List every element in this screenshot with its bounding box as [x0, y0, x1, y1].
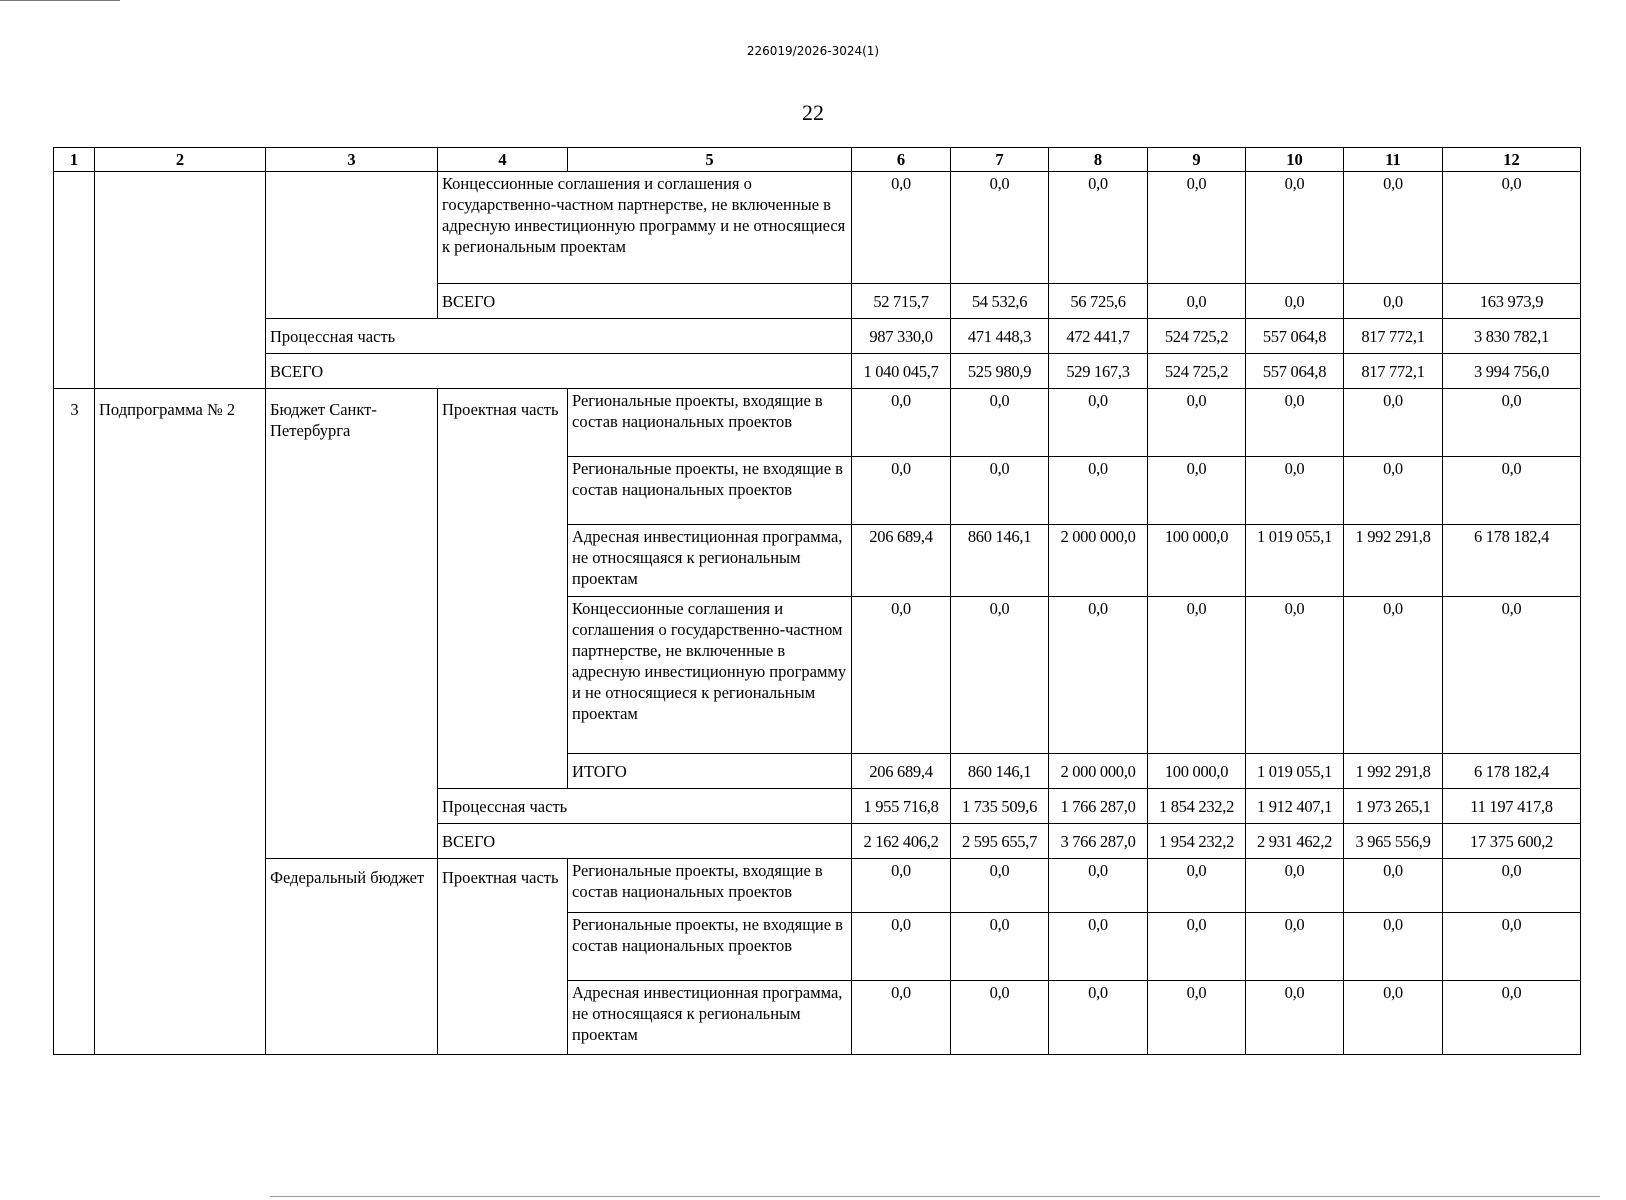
value-cell: 557 064,8 [1246, 354, 1344, 389]
value-cell: 524 725,2 [1148, 319, 1246, 354]
value-cell: 0,0 [1344, 389, 1443, 457]
value-cell: 0,0 [1443, 457, 1581, 525]
value-cell: 0,0 [951, 913, 1049, 981]
value-cell: 1 735 509,6 [951, 789, 1049, 824]
value-cell: 1 992 291,8 [1344, 525, 1443, 597]
part-cell: Проектная часть [438, 389, 568, 789]
table-row [54, 319, 1581, 354]
value-cell: 0,0 [1049, 981, 1148, 1055]
column-header: 12 [1443, 148, 1581, 172]
document-registration-number: 226019/2026-3024(1) [746, 44, 880, 58]
table-row [54, 859, 1581, 913]
value-cell: 3 965 556,9 [1344, 824, 1443, 859]
value-cell: 52 715,7 [852, 284, 951, 319]
value-cell: 0,0 [852, 457, 951, 525]
scan-bottom-line [270, 1196, 1600, 1197]
column-header-row [54, 148, 1581, 172]
row-label: ВСЕГО [438, 284, 852, 319]
column-header: 2 [95, 148, 266, 172]
value-cell: 1 954 232,2 [1148, 824, 1246, 859]
value-cell: 0,0 [1246, 913, 1344, 981]
value-cell: 0,0 [1246, 457, 1344, 525]
value-cell: 2 931 462,2 [1246, 824, 1344, 859]
value-cell: 1 854 232,2 [1148, 789, 1246, 824]
value-cell: 1 955 716,8 [852, 789, 951, 824]
row-label: Концессионные соглашения и соглашения о государственно-частном партнерстве, не включенные в адресную инвестиционную программу и не относящиеся к региональным проектам [438, 172, 852, 284]
value-cell: 0,0 [1344, 172, 1443, 284]
program-name-cell: Подпрограмма № 2 [95, 389, 266, 1055]
row-label: Адресная инвестиционная программа, не относящаяся к региональным проектам [568, 525, 852, 597]
value-cell: 817 772,1 [1344, 354, 1443, 389]
value-cell: 471 448,3 [951, 319, 1049, 354]
value-cell: 860 146,1 [951, 754, 1049, 789]
column-header: 4 [438, 148, 568, 172]
row-label: Региональные проекты, не входящие в состав национальных проектов [568, 457, 852, 525]
column-header: 1 [54, 148, 95, 172]
row-label: ИТОГО [568, 754, 852, 789]
row-number-cell [54, 172, 95, 389]
column-header: 3 [266, 148, 438, 172]
value-cell: 0,0 [1148, 389, 1246, 457]
value-cell: 0,0 [852, 172, 951, 284]
row-number-cell: 3 [54, 389, 95, 1055]
table-row [54, 172, 1581, 284]
value-cell: 0,0 [1148, 913, 1246, 981]
value-cell: 163 973,9 [1443, 284, 1581, 319]
value-cell: 0,0 [1148, 981, 1246, 1055]
value-cell: 987 330,0 [852, 319, 951, 354]
column-header: 8 [1049, 148, 1148, 172]
column-header: 5 [568, 148, 852, 172]
funding-source-cell [266, 172, 438, 319]
row-label: Региональные проекты, входящие в состав национальных проектов [568, 859, 852, 913]
column-header: 7 [951, 148, 1049, 172]
value-cell: 0,0 [951, 389, 1049, 457]
row-label: Адресная инвестиционная программа, не относящаяся к региональным проектам [568, 981, 852, 1055]
value-cell: 0,0 [1049, 457, 1148, 525]
value-cell: 0,0 [1049, 913, 1148, 981]
value-cell: 206 689,4 [852, 525, 951, 597]
value-cell: 0,0 [1443, 859, 1581, 913]
row-label: ВСЕГО [438, 824, 852, 859]
value-cell: 0,0 [852, 981, 951, 1055]
value-cell: 0,0 [1246, 389, 1344, 457]
row-label: ВСЕГО [266, 354, 852, 389]
value-cell: 0,0 [1246, 597, 1344, 754]
value-cell: 0,0 [1246, 172, 1344, 284]
value-cell: 0,0 [1443, 913, 1581, 981]
column-header: 11 [1344, 148, 1443, 172]
value-cell: 1 040 045,7 [852, 354, 951, 389]
value-cell: 54 532,6 [951, 284, 1049, 319]
value-cell: 0,0 [852, 389, 951, 457]
value-cell: 0,0 [1148, 172, 1246, 284]
value-cell: 529 167,3 [1049, 354, 1148, 389]
value-cell: 100 000,0 [1148, 754, 1246, 789]
value-cell: 1 766 287,0 [1049, 789, 1148, 824]
value-cell: 557 064,8 [1246, 319, 1344, 354]
row-label: Региональные проекты, не входящие в состав национальных проектов [568, 913, 852, 981]
row-label: Концессионные соглашения и соглашения о государственно-частном партнерстве, не включенные в адресную инвестиционную программу и не относящиеся к региональным проектам [568, 597, 852, 754]
value-cell: 0,0 [951, 597, 1049, 754]
value-cell: 0,0 [1344, 284, 1443, 319]
value-cell: 0,0 [951, 859, 1049, 913]
value-cell: 6 178 182,4 [1443, 525, 1581, 597]
budget-table [53, 147, 1581, 1055]
part-cell: Проектная часть [438, 859, 568, 1055]
value-cell: 1 973 265,1 [1344, 789, 1443, 824]
row-label: Процессная часть [266, 319, 852, 354]
value-cell: 0,0 [1148, 859, 1246, 913]
value-cell: 0,0 [1049, 859, 1148, 913]
value-cell: 100 000,0 [1148, 525, 1246, 597]
value-cell: 0,0 [1246, 981, 1344, 1055]
table-row [54, 354, 1581, 389]
row-label: Региональные проекты, входящие в состав национальных проектов [568, 389, 852, 457]
value-cell: 0,0 [1344, 913, 1443, 981]
value-cell: 0,0 [1246, 284, 1344, 319]
value-cell: 0,0 [1443, 981, 1581, 1055]
value-cell: 817 772,1 [1344, 319, 1443, 354]
value-cell: 17 375 600,2 [1443, 824, 1581, 859]
value-cell: 1 912 407,1 [1246, 789, 1344, 824]
value-cell: 0,0 [1344, 457, 1443, 525]
value-cell: 0,0 [1443, 172, 1581, 284]
funding-source-cell: Бюджет Санкт-Петербурга [266, 389, 438, 859]
value-cell: 0,0 [1344, 597, 1443, 754]
funding-source-cell: Федеральный бюджет [266, 859, 438, 1055]
value-cell: 524 725,2 [1148, 354, 1246, 389]
value-cell: 0,0 [852, 859, 951, 913]
value-cell: 0,0 [1246, 859, 1344, 913]
value-cell: 0,0 [1148, 284, 1246, 319]
value-cell: 3 830 782,1 [1443, 319, 1581, 354]
value-cell: 2 162 406,2 [852, 824, 951, 859]
value-cell: 3 994 756,0 [1443, 354, 1581, 389]
value-cell: 0,0 [1148, 457, 1246, 525]
value-cell: 206 689,4 [852, 754, 951, 789]
value-cell: 472 441,7 [1049, 319, 1148, 354]
row-label: Процессная часть [438, 789, 852, 824]
value-cell: 6 178 182,4 [1443, 754, 1581, 789]
table-row [54, 389, 1581, 457]
value-cell: 2 000 000,0 [1049, 754, 1148, 789]
scan-edge-line [0, 0, 120, 1]
program-name-cell [95, 172, 266, 389]
value-cell: 0,0 [852, 597, 951, 754]
value-cell: 860 146,1 [951, 525, 1049, 597]
value-cell: 0,0 [852, 913, 951, 981]
value-cell: 0,0 [951, 981, 1049, 1055]
value-cell: 525 980,9 [951, 354, 1049, 389]
value-cell: 0,0 [1049, 389, 1148, 457]
value-cell: 0,0 [1049, 597, 1148, 754]
value-cell: 1 019 055,1 [1246, 754, 1344, 789]
value-cell: 11 197 417,8 [1443, 789, 1581, 824]
column-header: 6 [852, 148, 951, 172]
value-cell: 2 000 000,0 [1049, 525, 1148, 597]
column-header: 9 [1148, 148, 1246, 172]
value-cell: 0,0 [1344, 981, 1443, 1055]
value-cell: 3 766 287,0 [1049, 824, 1148, 859]
value-cell: 2 595 655,7 [951, 824, 1049, 859]
value-cell: 1 019 055,1 [1246, 525, 1344, 597]
value-cell: 0,0 [951, 172, 1049, 284]
value-cell: 0,0 [1443, 597, 1581, 754]
value-cell: 0,0 [1443, 389, 1581, 457]
value-cell: 0,0 [1049, 172, 1148, 284]
value-cell: 1 992 291,8 [1344, 754, 1443, 789]
value-cell: 56 725,6 [1049, 284, 1148, 319]
value-cell: 0,0 [1148, 597, 1246, 754]
page-number: 22 [802, 100, 824, 125]
column-header: 10 [1246, 148, 1344, 172]
value-cell: 0,0 [951, 457, 1049, 525]
value-cell: 0,0 [1344, 859, 1443, 913]
